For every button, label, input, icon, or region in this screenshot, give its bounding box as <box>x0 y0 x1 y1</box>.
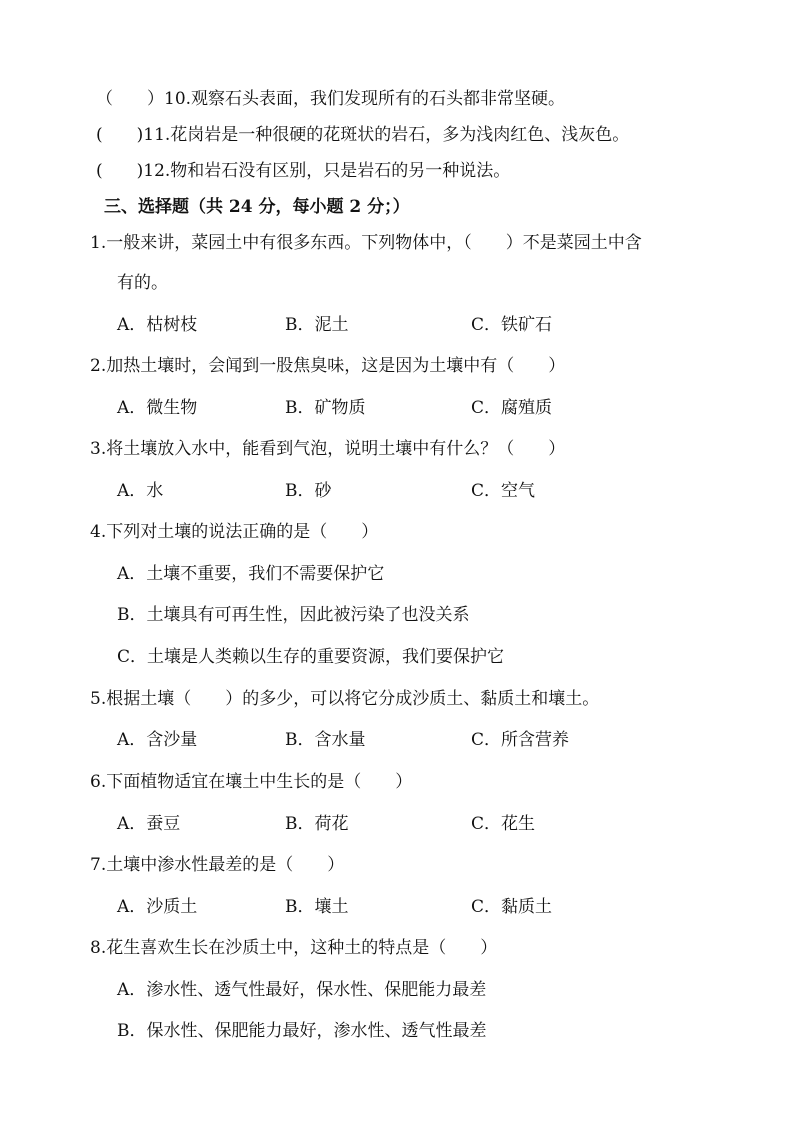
question-6-options <box>117 813 637 835</box>
question-5-stem: 5.根据土壤（ ）的多少，可以将它分成沙质土、黏质土和壤土。 <box>90 689 600 709</box>
question-3-options <box>117 480 637 502</box>
question-1-options <box>117 314 637 336</box>
section-heading: 三、选择题（共 24 分，每小题 2 分；） <box>104 197 410 217</box>
question-1-stem: 1.一般来讲，菜园土中有很多东西。下列物体中，（ ）不是菜园土中含 <box>90 233 642 253</box>
option-c: C．空气 <box>471 481 536 501</box>
question-4-stem: 4.下列对土壤的说法正确的是（ ） <box>90 522 379 542</box>
option-a: A．蚕豆 <box>117 814 181 834</box>
true-false-item-11: ( )11.花岗岩是一种很硬的花斑状的岩石，多为浅肉红色、浅灰色。 <box>96 125 630 145</box>
option-c: C．所含营养 <box>471 730 570 750</box>
question-8-stem: 8.花生喜欢生长在沙质土中，这种土的特点是（ ） <box>90 938 498 958</box>
option-c: C．黏质土 <box>471 897 553 917</box>
question-2-stem: 2.加热土壤时，会闻到一股焦臭味，这是因为土壤中有（ ） <box>90 356 566 376</box>
option-b: B．泥土 <box>285 315 349 335</box>
option-b: B．壤土 <box>285 897 349 917</box>
option-c: C．花生 <box>471 814 536 834</box>
question-8-option-a: A．渗水性、透气性最好，保水性、保肥能力最差 <box>117 980 487 1000</box>
option-a: A．沙质土 <box>117 897 198 917</box>
true-false-item-10: （ ）10.观察石头表面，我们发现所有的石头都非常坚硬。 <box>96 89 566 109</box>
option-b: B．荷花 <box>285 814 349 834</box>
question-7-options <box>117 896 637 918</box>
question-5-options <box>117 729 637 751</box>
option-a: A．含沙量 <box>117 730 198 750</box>
question-4-option-a: A．土壤不重要，我们不需要保护它 <box>117 564 385 584</box>
option-a: A．枯树枝 <box>117 315 198 335</box>
question-3-stem: 3.将土壤放入水中，能看到气泡，说明土壤中有什么？（ ） <box>90 439 566 459</box>
option-c: C．铁矿石 <box>471 315 553 335</box>
question-4-option-c: C．土壤是人类赖以生存的重要资源，我们要保护它 <box>117 647 505 667</box>
question-4-option-b: B．土壤具有可再生性，因此被污染了也没关系 <box>117 605 470 625</box>
option-b: B．矿物质 <box>285 398 366 418</box>
option-b: B．砂 <box>285 481 332 501</box>
option-a: A．水 <box>117 481 164 501</box>
question-6-stem: 6.下面植物适宜在壤土中生长的是（ ） <box>90 772 413 792</box>
option-b: B．含水量 <box>285 730 366 750</box>
true-false-item-12: ( )12.物和岩石没有区别，只是岩石的另一种说法。 <box>96 161 511 181</box>
question-2-options <box>117 397 637 419</box>
option-a: A．微生物 <box>117 398 198 418</box>
option-c: C．腐殖质 <box>471 398 553 418</box>
question-1-stem-continued: 有的。 <box>117 273 168 293</box>
question-7-stem: 7.土壤中渗水性最差的是（ ） <box>90 855 345 875</box>
question-8-option-b: B．保水性、保肥能力最好，渗水性、透气性最差 <box>117 1021 487 1041</box>
